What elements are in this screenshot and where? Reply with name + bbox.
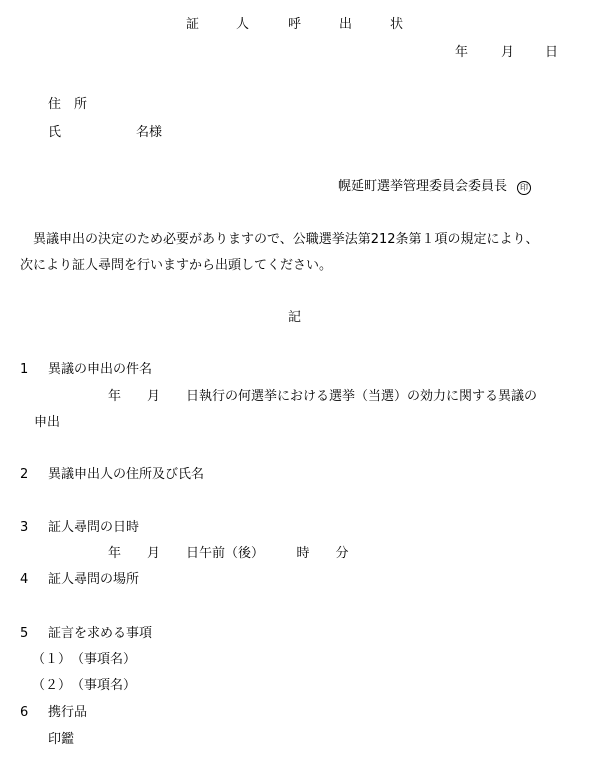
- item-1-label: 異議の申出の件名: [48, 362, 153, 377]
- item-1-number: 1: [20, 362, 29, 377]
- body-line-2: 次により証人尋問を行いますから出頭してください。: [20, 258, 333, 273]
- title-char: 証: [186, 17, 200, 32]
- body-line-1: 異議申出の決定のため必要がありますので、公職選挙法第212条第１項の規定により、: [20, 232, 539, 247]
- title-char: 状: [390, 17, 404, 32]
- date-year: 年: [455, 45, 469, 60]
- item-6-detail: 印鑑: [48, 732, 75, 747]
- item-5-sub-1: （１） （事項名）: [32, 652, 137, 667]
- item-1-detail-b: 申出: [34, 415, 61, 430]
- item-3-detail: 年 月 日午前（後） 時 分: [108, 546, 349, 561]
- address-label: 住 所: [48, 97, 88, 112]
- title-char: 呼: [288, 17, 302, 32]
- date-day: 日: [545, 45, 559, 60]
- item-1-detail-a: 年 月 日執行の何選挙における選挙（当選）の効力に関する異議の: [108, 389, 538, 404]
- sender-title: 幌延町選挙管理委員会委員長: [338, 179, 508, 194]
- item-4-number: 4: [20, 572, 29, 587]
- document-title: [186, 17, 199, 33]
- item-4-label: 証人尋問の場所: [48, 572, 140, 587]
- item-6-label: 携行品: [48, 705, 88, 720]
- item-5-label: 証言を求める事項: [48, 626, 153, 641]
- item-3-label: 証人尋問の日時: [48, 520, 140, 535]
- title-char: 出: [339, 17, 353, 32]
- name-label-2: 名様: [136, 125, 163, 140]
- item-3-number: 3: [20, 520, 29, 535]
- seal-mark: 印: [517, 181, 531, 195]
- item-2-label: 異議申出人の住所及び氏名: [48, 467, 205, 482]
- ki-heading: 記: [288, 310, 302, 325]
- item-5-number: 5: [20, 626, 29, 641]
- sender-line: [338, 179, 531, 195]
- title-char: 人: [236, 17, 250, 32]
- item-6-number: 6: [20, 705, 29, 720]
- date-month: 月: [501, 45, 515, 60]
- item-2-number: 2: [20, 467, 29, 482]
- item-5-sub-2: （２） （事項名）: [32, 678, 137, 693]
- name-label-1: 氏: [48, 125, 62, 140]
